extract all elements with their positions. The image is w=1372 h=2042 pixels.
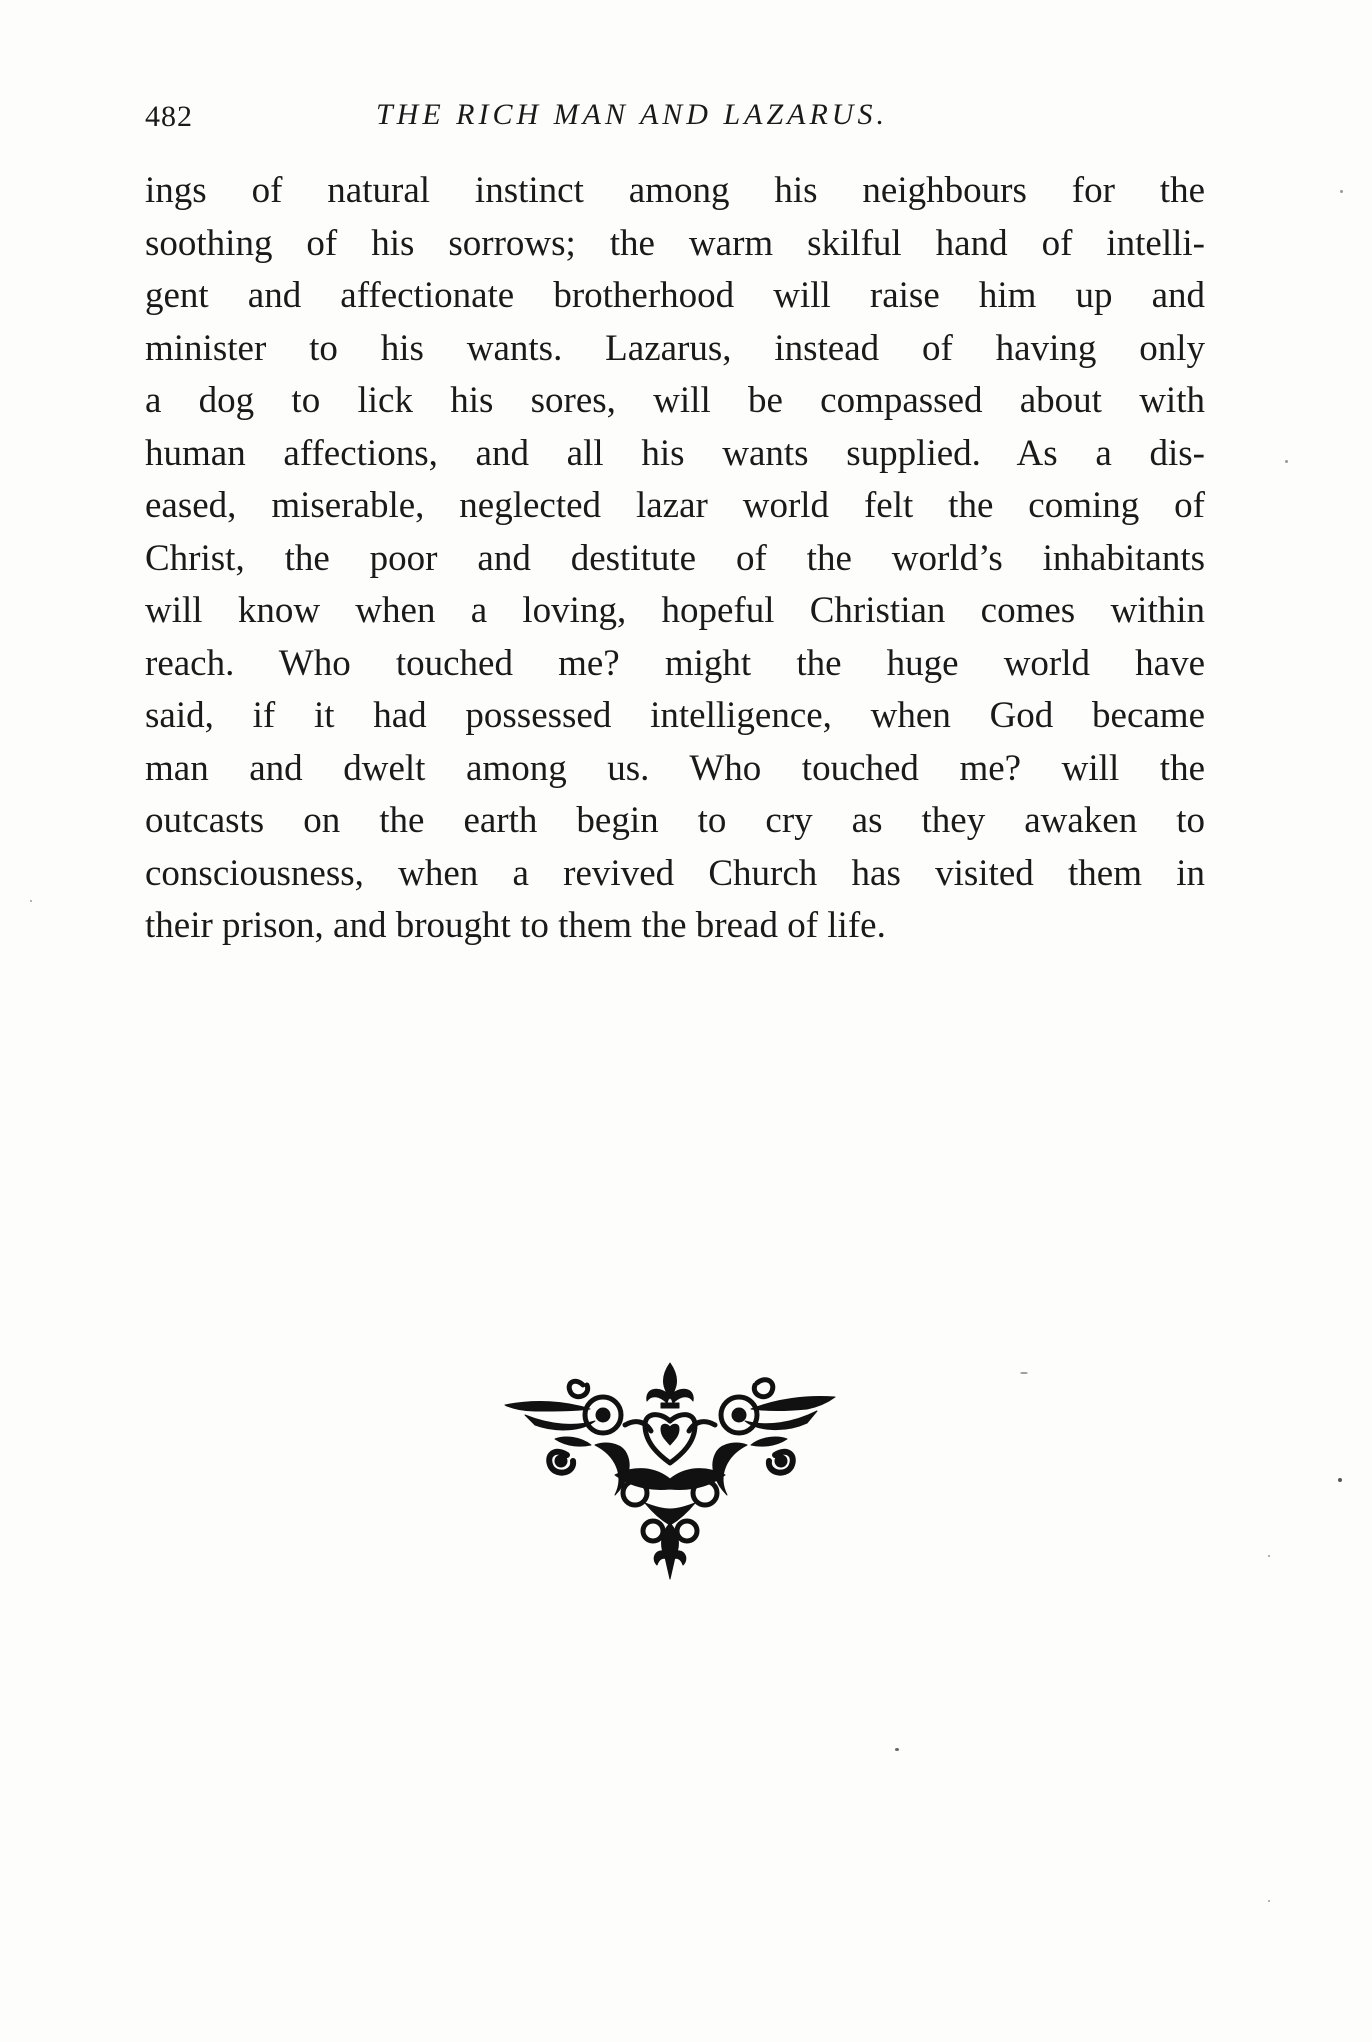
text-line: ings of natural instinct among his neighbours for the	[145, 170, 1205, 211]
text-line: their prison, and brought to them the bread of life.	[145, 905, 886, 946]
running-head: THE RICH MAN AND LAZARUS.	[376, 98, 888, 131]
scan-speck	[1285, 460, 1288, 463]
page-number: 482	[145, 100, 193, 133]
scan-speck	[1268, 1900, 1270, 1902]
text-line: Christ, the poor and destitute of the world’s inhabitants	[145, 537, 1205, 579]
text-line: eased, miserable, neglected lazar world felt the coming of	[145, 485, 1205, 526]
text-line: outcasts on the earth begin to cry as they awaken to	[145, 800, 1205, 841]
scan-speck	[1340, 190, 1343, 193]
text-line: a dog to lick his sores, will be compassed about with	[145, 380, 1205, 421]
scan-speck	[895, 1748, 899, 1751]
scan-speck	[1020, 1372, 1028, 1374]
text-line: consciousness, when a revived Church has visited them in	[145, 852, 1205, 894]
body-text	[145, 165, 1205, 953]
scan-speck	[1338, 1478, 1342, 1482]
scan-speck	[1268, 1555, 1270, 1557]
text-line: soothing of his sorrows; the warm skilful hand of intelli-	[145, 222, 1205, 264]
floral-tailpiece-icon	[495, 1355, 845, 1585]
text-line: man and dwelt among us. Who touched me? will the	[145, 747, 1205, 789]
text-line: reach. Who touched me? might the huge world have	[145, 642, 1205, 684]
text-line: gent and affectionate brotherhood will raise him up and	[145, 275, 1205, 316]
text-line: will know when a loving, hopeful Christian comes within	[145, 590, 1205, 631]
text-line: human affections, and all his wants supplied. As a dis-	[145, 432, 1205, 474]
text-line: minister to his wants. Lazarus, instead of having only	[145, 327, 1205, 369]
text-line: said, if it had possessed intelligence, when God became	[145, 695, 1205, 736]
scan-speck	[30, 900, 32, 902]
